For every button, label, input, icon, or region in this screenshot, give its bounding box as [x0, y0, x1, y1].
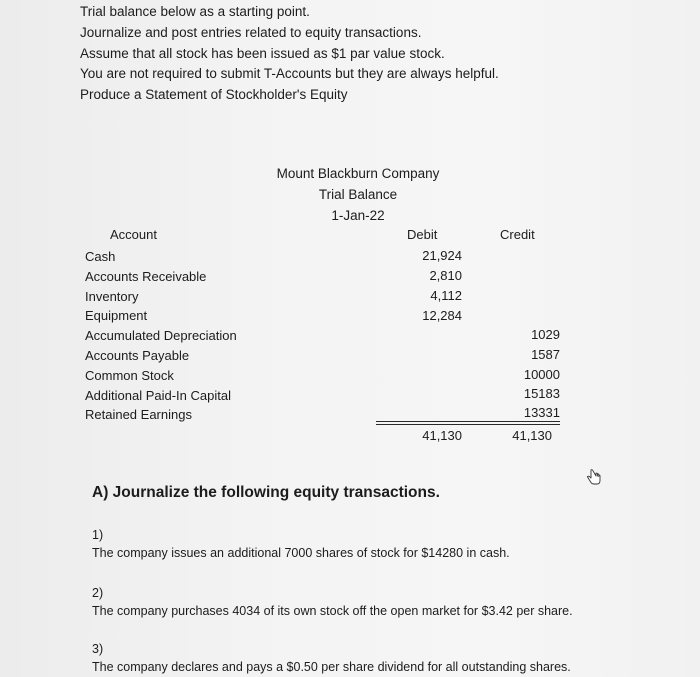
report-date: 1-Jan-22 — [331, 208, 385, 223]
transaction-text: The company purchases 4034 of its own stock off the open market for $3.42 per share. — [92, 604, 573, 618]
instruction-line: Assume that all stock has been issued as $1 par value stock. — [80, 45, 445, 61]
debit-value: 12,284 — [422, 308, 462, 323]
instructions — [80, 2, 499, 106]
hand-cursor-icon — [585, 468, 603, 491]
instruction-line: Trial balance below as a starting point. — [80, 4, 310, 19]
credit-value: 10000 — [523, 367, 560, 382]
section-a-title: A) Journalize the following equity transactions. — [92, 484, 440, 501]
instruction-line: You are not required to submit T-Accounts but they are always helpful. — [80, 66, 499, 82]
account-name: Accumulated Depreciation — [85, 328, 237, 344]
total-rule — [376, 421, 560, 422]
account-name: Additional Paid-In Capital — [85, 387, 231, 403]
credit-value: 1029 — [531, 327, 560, 342]
instruction-line: Journalize and post entries related to equity transactions. — [80, 24, 422, 40]
report-title: Trial Balance — [318, 187, 398, 202]
account-name: Accounts Receivable — [85, 268, 207, 284]
credit-value: 13331 — [523, 405, 560, 420]
account-name: Retained Earnings — [85, 407, 192, 423]
credit-column-header: Credit — [500, 227, 535, 242]
account-name: Cash — [85, 249, 116, 264]
debit-value: 21,924 — [422, 248, 462, 263]
transaction-text: The company declares and pays a $0.50 per share dividend for all outstanding shares. — [92, 660, 571, 674]
company-name: Mount Blackburn Company — [276, 166, 440, 181]
transaction-number: 2) — [92, 586, 104, 600]
account-name: Common Stock — [85, 367, 174, 383]
transaction-number: 3) — [92, 642, 104, 656]
total-rule — [376, 424, 560, 425]
credit-value: 1587 — [531, 347, 560, 362]
account-column-header: Account — [110, 227, 157, 242]
debit-column-header: Debit — [407, 227, 438, 242]
account-name: Equipment — [85, 308, 148, 324]
transaction-text: The company issues an additional 7000 shares of stock for $14280 in cash. — [92, 546, 510, 560]
transaction-number: 1) — [92, 528, 104, 542]
debit-total: 41,130 — [422, 428, 462, 443]
credit-total: 41,130 — [512, 428, 552, 443]
account-name: Accounts Payable — [85, 347, 190, 363]
debit-value: 4,112 — [430, 288, 462, 303]
account-name: Inventory — [85, 288, 139, 304]
account-list — [85, 247, 237, 425]
credit-value: 15183 — [523, 386, 560, 401]
debit-value: 2,810 — [429, 268, 462, 283]
instruction-line: Produce a Statement of Stockholder's Equity — [80, 87, 348, 103]
